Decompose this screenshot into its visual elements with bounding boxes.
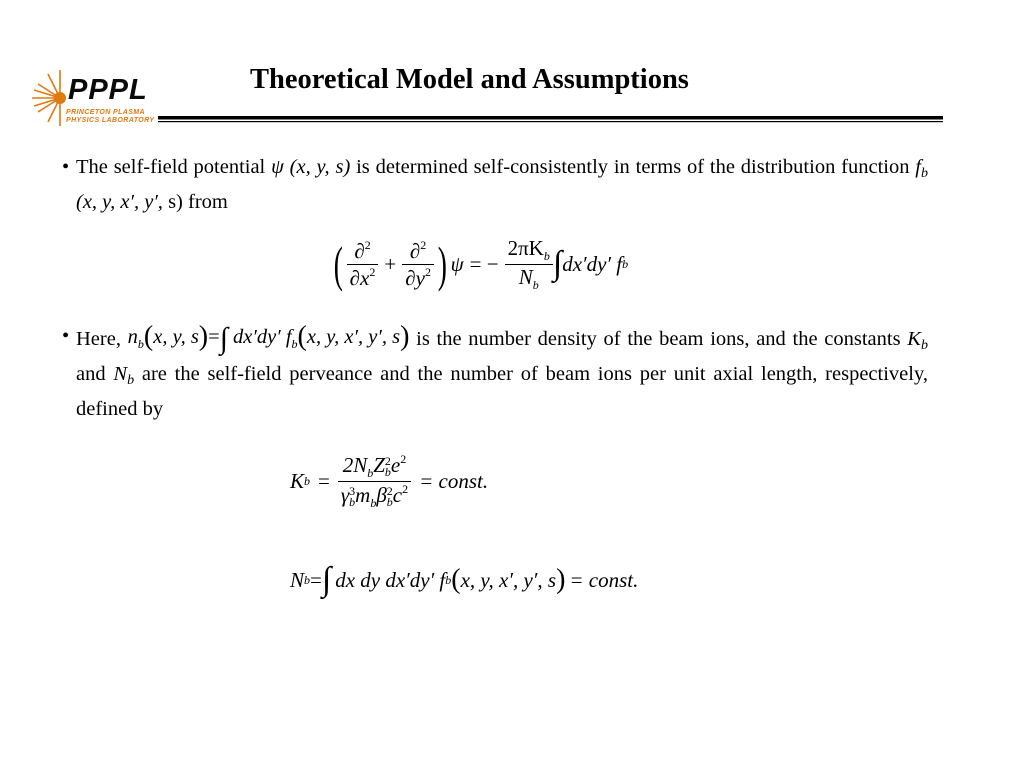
equals-minus: = − <box>469 251 499 276</box>
const-rhs: = const. <box>419 468 489 493</box>
left-paren: ( <box>333 236 343 292</box>
integrand: dx dy dx′dy′ f <box>335 567 446 592</box>
fb-symbol: f <box>915 156 921 178</box>
N-subscript: b <box>304 572 311 587</box>
K-symbol: K <box>290 468 305 493</box>
bullet-paragraph-1 <box>62 153 928 217</box>
text-segment: are the self-field perveance and the number of beam ions per unit axial length, respectively, defined by <box>76 363 928 421</box>
poisson-equation <box>330 228 628 300</box>
line-density-equation: N b = ∫ dx dy dx′dy′ f b ( x, y, x′, y′, s ) = const. <box>290 561 639 598</box>
equals-sign: = <box>310 567 322 592</box>
right-paren: ) <box>437 236 447 292</box>
title-underline <box>158 116 943 123</box>
fb-subscript: b <box>921 166 928 181</box>
logo-subtitle-2: PHYSICS LABORATORY <box>66 117 155 124</box>
integrand: dx′dy′ f <box>562 251 623 276</box>
text-segment: is the number density of the beam ions, and the constants <box>409 328 908 351</box>
psi-symbol: ψ <box>450 251 464 276</box>
perveance-fraction: $\frac{2\pi K_b}{N_b}$ <box>505 236 553 293</box>
psi-symbol: ψ <box>271 156 284 178</box>
integral-sign: ∫ <box>321 561 332 598</box>
K-symbol: K <box>907 328 921 351</box>
integrand-subscript: b <box>445 572 452 587</box>
text-segment: s) from <box>168 191 228 213</box>
bullet-marker: • <box>62 325 70 347</box>
text-segment: The self-field potential <box>76 156 272 178</box>
d2-dx2-fraction: $\frac{\partial^2}{\partial x^2}$ <box>347 238 379 291</box>
text-segment: and <box>76 363 114 386</box>
bullet-paragraph-2 <box>62 321 928 424</box>
logo-text: PPPL <box>68 74 148 106</box>
psi-args: (x, y, s) <box>283 156 357 178</box>
slide-title: Theoretical Model and Assumptions <box>250 64 689 95</box>
logo-subtitle-1: PRINCETON PLASMA <box>66 109 145 116</box>
text-segment: Here, <box>76 328 128 351</box>
N-subscript: b <box>127 373 135 389</box>
density-equation: $n_b(x$, y, s)=∫ dx′dy′ $f_b(x$, y, x′, y′, s) <box>127 321 410 355</box>
pppl-logo <box>30 66 158 126</box>
K-subscript: b <box>304 473 311 488</box>
N-symbol: N <box>113 363 128 386</box>
integrand-subscript: b <box>622 256 629 271</box>
d2-dy2-fraction: $\frac{\partial^2}{\partial y^2}$ <box>402 238 434 291</box>
integrand-args: x, y, x′, y′, s <box>460 567 557 592</box>
bullet-marker: • <box>62 156 70 178</box>
text-segment: is determined self-consistently in terms of the distribution function <box>356 156 916 178</box>
K-subscript: b <box>920 338 928 354</box>
const-rhs: = const. <box>569 567 639 592</box>
equals-sign: = <box>318 468 330 493</box>
perveance-equation <box>290 446 488 516</box>
plus-sign: + <box>384 251 397 276</box>
N-symbol: N <box>290 567 305 592</box>
perveance-fraction: $2N_bZ$ 2 b $e^2$ γ 3 b $m_b\beta$ 2 b $c^2$ <box>338 452 411 511</box>
fb-args: (x, y, x′, y′, <box>76 191 169 213</box>
integral-sign: ∫ <box>552 245 563 282</box>
